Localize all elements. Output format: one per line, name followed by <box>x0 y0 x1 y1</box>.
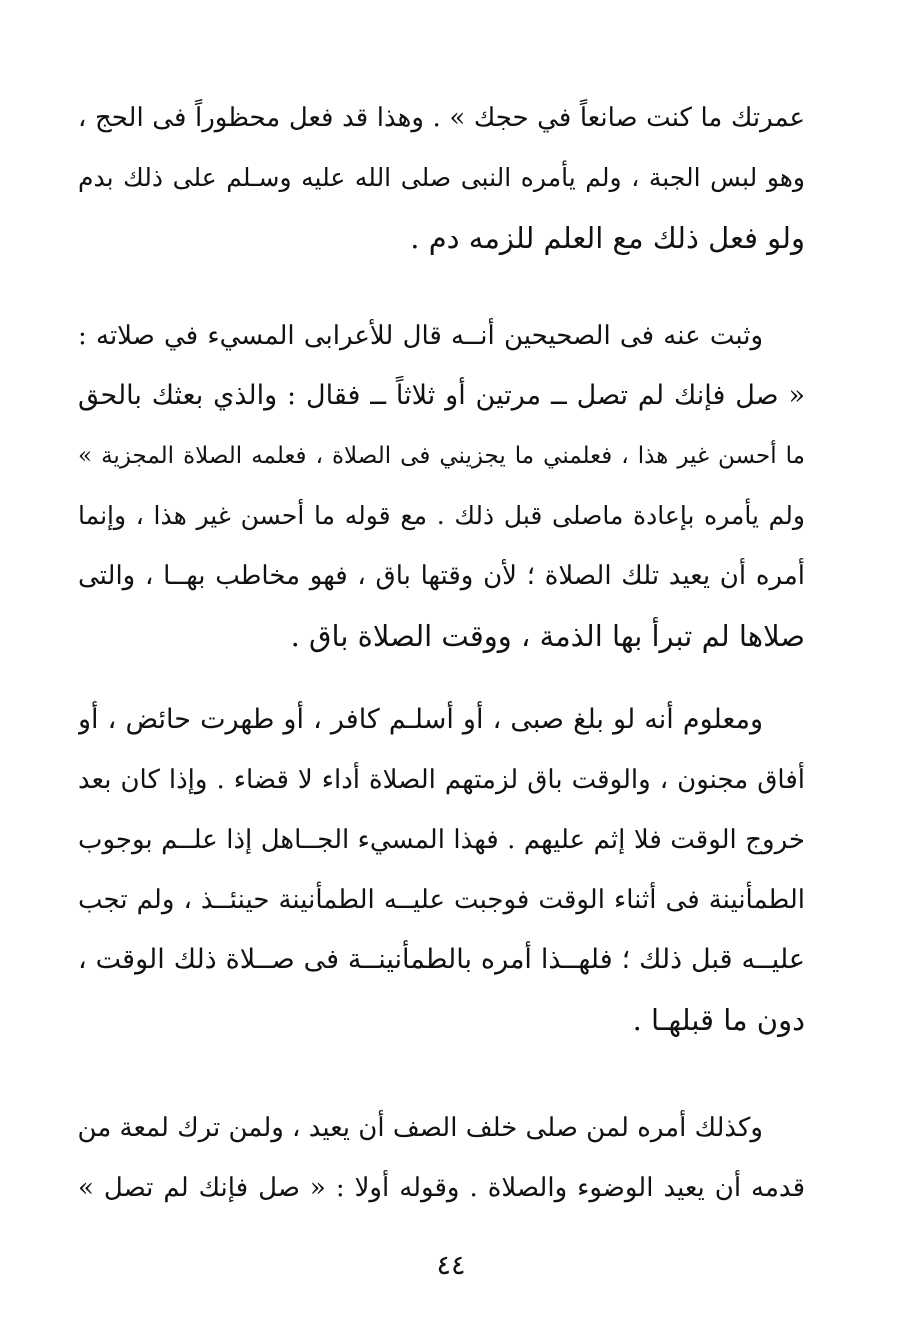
text-line: وثبت عنه فى الصحيحين أنــه قال للأعرابى المسيء في صلاته : <box>78 321 763 351</box>
text-line: « صل فإنك لم تصل ــ مرتين أو ثلاثاً ــ فقال : والذي بعثك بالحق <box>78 380 805 411</box>
text-line: الطمأنينة فى أثناء الوقت فوجبت عليــه الطمأنينة حينئــذ ، ولم تجب <box>78 885 805 915</box>
text-line: ولو فعل ذلك مع العلم للزمه دم . <box>410 221 805 255</box>
text-line: أفاق مجنون ، والوقت باق لزمتهم الصلاة أداء لا قضاء . وإذا كان بعد <box>78 765 805 795</box>
text-line: أمره أن يعيد تلك الصلاة ؛ لأن وقتها باق ، فهو مخاطب بهــا ، والتى <box>78 561 805 591</box>
text-line: خروج الوقت فلا إثم عليهم . فهذا المسيء الجــاهل إذا علــم بوجوب <box>78 825 805 855</box>
text-line: ومعلوم أنه لو بلغ صبى ، أو أسلـم كافر ، أو طهرت حائض ، أو <box>78 704 763 735</box>
paragraph-4 <box>78 1098 805 1218</box>
text-line: عمرتك ما كنت صانعاً في حجك » . وهذا قد فعل محظوراً فى الحج ، <box>78 103 805 133</box>
text-line: عليــه قبل ذلك ؛ فلهــذا أمره بالطمأنينــة فى صــلاة ذلك الوقت ، <box>78 944 805 975</box>
text-line: صلاها لم تبرأ بها الذمة ، ووقت الصلاة باق . <box>290 619 805 653</box>
text-line: قدمه أن يعيد الوضوء والصلاة . وقوله أولا : « صل فإنك لم تصل » <box>78 1173 805 1203</box>
text-line: ولم يأمره بإعادة ماصلى قبل ذلك . مع قوله ما أحسن غير هذا ، وإنما <box>78 501 805 530</box>
page-number: ٤٤ <box>436 1250 466 1281</box>
text-line: وهو لبس الجبة ، ولم يأمره النبى صلى الله عليه وسـلم على ذلك بدم <box>78 163 805 192</box>
text-line: دون ما قبلهـا . <box>632 1003 805 1037</box>
text-line: ما أحسن غير هذا ، فعلمني ما يجزيني فى الصلاة ، فعلمه الصلاة المجزية » <box>78 443 805 469</box>
paragraph-3 <box>78 690 805 1050</box>
text-line: وكذلك أمره لمن صلى خلف الصف أن يعيد ، ولمن ترك لمعة من <box>78 1113 763 1143</box>
paragraph-2 <box>78 306 805 666</box>
paragraph-1 <box>78 88 805 268</box>
